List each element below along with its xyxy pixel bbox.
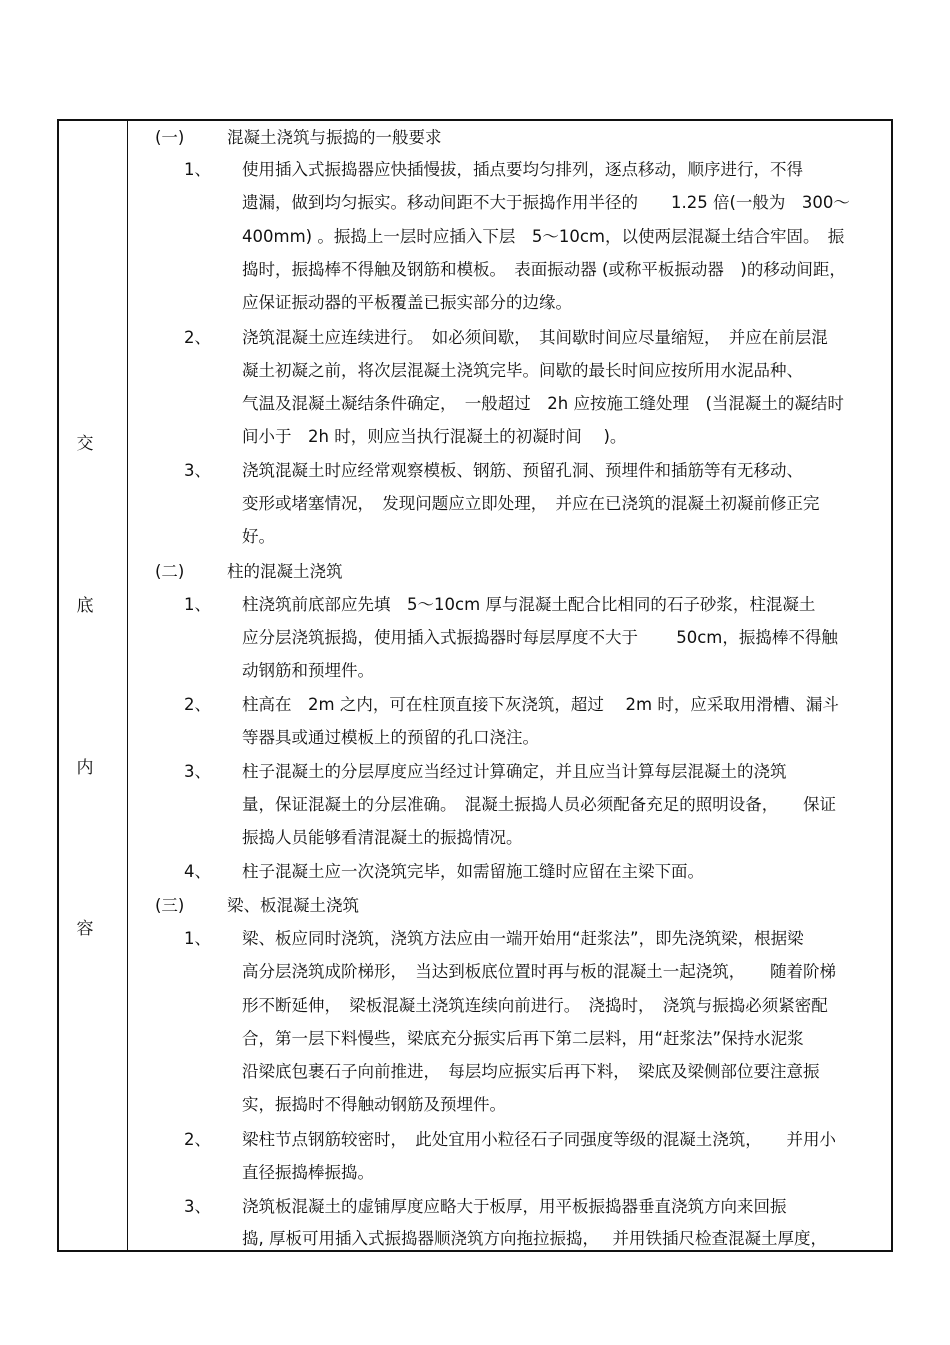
item-text-line: 沿梁底包裹石子向前推进， 每层均应振实后再下料， 梁底及梁侧部位要注意振	[242, 1062, 820, 1081]
item-text-line: 使用插入式振捣器应快插慢拔，插点要均匀排列，逐点移动，顺序进行，不得	[242, 160, 803, 179]
item-number: 3、	[184, 762, 211, 781]
item-text-line: 捣, 厚板可用插入式振捣器顺浇筑方向拖拉振捣， 并用铁插尺检查混凝土厚度，	[242, 1229, 827, 1248]
item-number: 2、	[184, 695, 211, 714]
item-text-line: 间小于 2h 时，则应当执行混凝土的初凝时间 )。	[242, 427, 627, 446]
item-number: 1、	[184, 595, 211, 614]
item-text-line: 柱浇筑前底部应先填 5～10cm 厚与混凝土配合比相同的石子砂浆，柱混凝土	[242, 595, 816, 614]
item-number: 3、	[184, 1197, 211, 1216]
item-text-line: 浇筑混凝土时应经常观察模板、钢筋、预留孔洞、预埋件和插筋等有无移动、	[242, 461, 803, 480]
section-number: (二)	[155, 562, 185, 581]
section-title: 柱的混凝土浇筑	[227, 562, 343, 581]
side-label-char: 内	[76, 758, 94, 778]
item-text-line: 量，保证混凝土的分层准确。 混凝土振捣人员必须配备充足的照明设备， 保证	[242, 795, 836, 814]
item-number: 1、	[184, 929, 211, 948]
section-title: 梁、板混凝土浇筑	[227, 896, 359, 915]
item-number: 1、	[184, 160, 211, 179]
section-number: (一)	[155, 128, 185, 147]
item-text-line: 梁、板应同时浇筑，浇筑方法应由一端开始用“赶浆法”，即先浇筑梁，根据梁	[242, 929, 804, 948]
item-text-line: 高分层浇筑成阶梯形， 当达到板底位置时再与板的混凝土一起浇筑， 随着阶梯	[242, 962, 836, 981]
item-text-line: 遗漏，做到均匀振实。移动间距不大于振捣作用半径的 1.25 倍(一般为 300～	[242, 193, 850, 212]
item-text-line: 凝土初凝之前，将次层混凝土浇筑完毕。间歇的最长时间应按所用水泥品种、	[242, 361, 803, 380]
section-number: (三)	[155, 896, 185, 915]
item-text-line: 直径振捣棒振捣。	[242, 1163, 374, 1182]
item-text-line: 应保证振动器的平板覆盖已振实部分的边缘。	[242, 293, 572, 312]
column-divider	[127, 119, 128, 1252]
item-text-line: 应分层浇筑振捣，使用插入式振捣器时每层厚度不大于 50cm，振捣棒不得触	[242, 628, 838, 647]
item-text-line: 实，振捣时不得触动钢筋及预埋件。	[242, 1095, 506, 1114]
item-text-line: 浇筑混凝土应连续进行。 如必须间歇， 其间歇时间应尽量缩短， 并应在前层混	[242, 328, 828, 347]
item-text-line: 柱高在 2m 之内，可在柱顶直接下灰浇筑，超过 2m 时，应采取用滑槽、漏斗	[242, 695, 839, 714]
item-text-line: 浇筑板混凝土的虚铺厚度应略大于板厚，用平板振捣器垂直浇筑方向来回振	[242, 1197, 787, 1216]
side-label-char: 交	[76, 434, 94, 454]
item-number: 3、	[184, 461, 211, 480]
side-label-char: 容	[76, 919, 94, 939]
item-text-line: 柱子混凝土应一次浇筑完毕，如需留施工缝时应留在主梁下面。	[242, 862, 704, 881]
item-text-line: 400mm) 。振捣上一层时应插入下层 5～10cm，以使两层混凝土结合牢固。 振	[242, 227, 845, 246]
item-text-line: 动钢筋和预埋件。	[242, 661, 374, 680]
item-number: 2、	[184, 1130, 211, 1149]
item-number: 4、	[184, 862, 211, 881]
item-text-line: 好。	[242, 527, 275, 546]
item-text-line: 梁柱节点钢筋较密时， 此处宜用小粒径石子同强度等级的混凝土浇筑， 并用小	[242, 1130, 836, 1149]
item-text-line: 合，第一层下料慢些，梁底充分振实后再下第二层料，用“赶浆法”保持水泥浆	[242, 1029, 804, 1048]
item-text-line: 形不断延伸， 梁板混凝土浇筑连续向前进行。 浇捣时， 浇筑与振捣必须紧密配	[242, 996, 828, 1015]
item-number: 2、	[184, 328, 211, 347]
side-label-char: 底	[76, 596, 94, 616]
item-text-line: 气温及混凝土凝结条件确定， 一般超过 2h 应按施工缝处理 (当混凝土的凝结时	[242, 394, 844, 413]
item-text-line: 捣时，振捣棒不得触及钢筋和模板。 表面振动器 (或称平板振动器 )的移动间距，	[242, 260, 846, 279]
section-title: 混凝土浇筑与振捣的一般要求	[227, 128, 442, 147]
item-text-line: 变形或堵塞情况， 发现问题应立即处理， 并应在已浇筑的混凝土初凝前修正完	[242, 494, 820, 513]
item-text-line: 柱子混凝土的分层厚度应当经过计算确定，并且应当计算每层混凝土的浇筑	[242, 762, 787, 781]
item-text-line: 等器具或通过模板上的预留的孔口浇注。	[242, 728, 539, 747]
item-text-line: 振捣人员能够看清混凝土的振捣情况。	[242, 828, 523, 847]
